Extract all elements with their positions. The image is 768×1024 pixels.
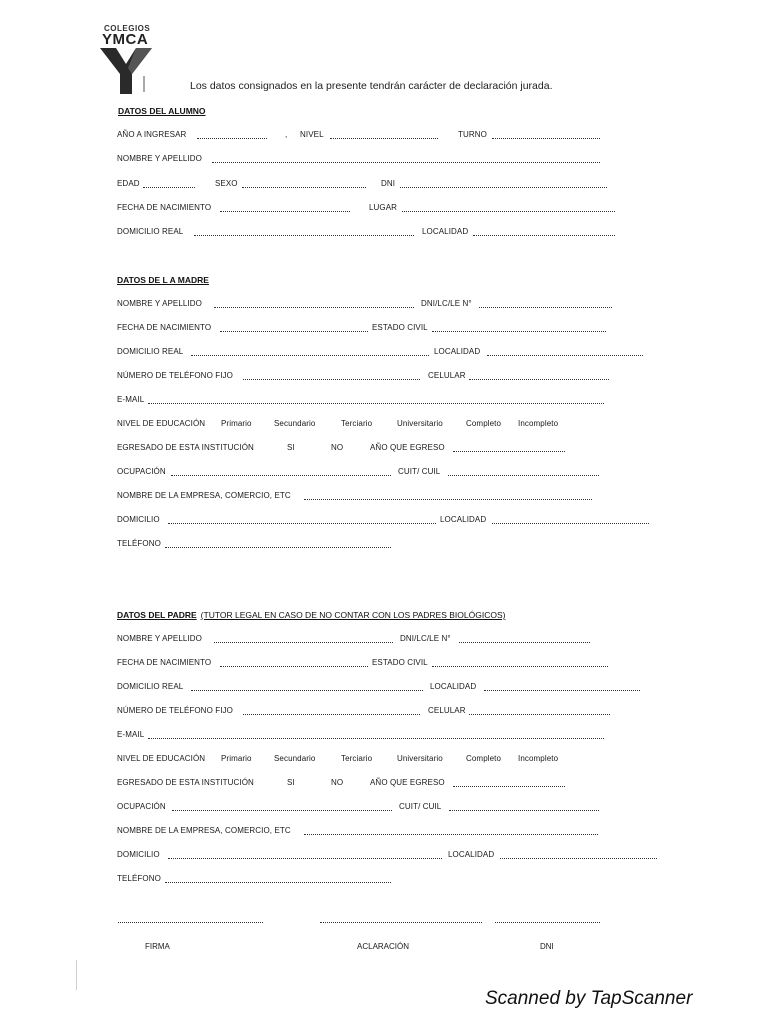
label-edad: EDAD bbox=[117, 179, 140, 188]
row-padre-domicilio2 bbox=[0, 848, 768, 862]
field-madre-cuit[interactable] bbox=[448, 465, 599, 476]
label-madre-celular: CELULAR bbox=[428, 371, 466, 380]
row-padre-egresado bbox=[0, 776, 768, 790]
label-madre-fecha: FECHA DE NACIMIENTO bbox=[117, 323, 212, 332]
field-padre-telefono-fijo[interactable] bbox=[243, 704, 420, 715]
scanner-watermark: Scanned by TapScanner bbox=[485, 988, 693, 1009]
field-lugar[interactable] bbox=[402, 201, 615, 212]
label-lugar: LUGAR bbox=[369, 203, 398, 212]
label-ano-a-ingresar: AÑO A INGRESAR bbox=[117, 130, 187, 139]
field-localidad[interactable] bbox=[473, 225, 615, 236]
label-madre-telefono: TELÉFONO bbox=[117, 539, 161, 548]
label-padre-domicilio: DOMICILIO bbox=[117, 850, 160, 859]
field-nivel[interactable] bbox=[330, 128, 438, 139]
label-madre-dni: DNI/LC/LE N° bbox=[421, 299, 472, 308]
field-padre-cuit[interactable] bbox=[449, 800, 599, 811]
row-madre-educacion bbox=[0, 417, 768, 431]
label-madre-telefono-fijo: NÚMERO DE TELÉFONO FIJO bbox=[117, 371, 233, 380]
label-sexo: SEXO bbox=[215, 179, 238, 188]
declaration-text: Los datos consignados en la presente tendrán carácter de declaración jurada. bbox=[190, 80, 553, 92]
field-padre-nombre[interactable] bbox=[214, 632, 393, 643]
scan-edge-mark bbox=[76, 960, 77, 990]
label-padre-nivel-educacion: NIVEL DE EDUCACIÓN bbox=[117, 754, 206, 763]
label-madre-empresa: NOMBRE DE LA EMPRESA, COMERCIO, ETC bbox=[117, 491, 291, 500]
label-nivel: NIVEL bbox=[300, 130, 324, 139]
signature-line-aclaracion[interactable] bbox=[320, 922, 482, 923]
field-madre-estado-civil[interactable] bbox=[432, 321, 606, 332]
label-madre-email: E-MAIL bbox=[117, 395, 145, 404]
row-padre-fecha bbox=[0, 656, 768, 670]
option-madre-terciario[interactable]: Terciario bbox=[341, 419, 373, 428]
field-padre-localidad2[interactable] bbox=[500, 848, 657, 859]
row-alumno-fecha bbox=[0, 201, 768, 215]
field-padre-estado-civil[interactable] bbox=[432, 656, 608, 667]
field-padre-empresa[interactable] bbox=[304, 824, 598, 835]
heading-alumno: DATOS DEL ALUMNO bbox=[118, 106, 206, 116]
label-padre-email: E-MAIL bbox=[117, 730, 145, 739]
field-domicilio-real[interactable] bbox=[194, 225, 414, 236]
label-padre-nombre: NOMBRE Y APELLIDO bbox=[117, 634, 202, 643]
label-madre-estado-civil: ESTADO CIVIL bbox=[372, 323, 428, 332]
row-alumno-nombre bbox=[0, 152, 768, 166]
option-padre-universitario[interactable]: Universitario bbox=[397, 754, 443, 763]
field-edad[interactable] bbox=[143, 177, 195, 188]
field-fecha-nacimiento[interactable] bbox=[220, 201, 350, 212]
heading-madre: DATOS DE L A MADRE bbox=[117, 275, 209, 285]
row-madre-domicilio bbox=[0, 345, 768, 359]
row-padre-ocupacion bbox=[0, 800, 768, 814]
ymca-logo bbox=[100, 24, 162, 94]
label-madre-cuit: CUIT/ CUIL bbox=[398, 467, 441, 476]
label-madre-domicilio-real: DOMICILIO REAL bbox=[117, 347, 184, 356]
field-madre-empresa[interactable] bbox=[304, 489, 592, 500]
field-madre-domicilio[interactable] bbox=[168, 513, 436, 524]
label-madre-ocupacion: OCUPACIÓN bbox=[117, 467, 166, 476]
row-madre-fecha bbox=[0, 321, 768, 335]
row-padre-telefono bbox=[0, 704, 768, 718]
option-padre-completo[interactable]: Completo bbox=[466, 754, 502, 763]
label-padre-egresado: EGRESADO DE ESTA INSTITUCIÓN bbox=[117, 778, 254, 787]
label-padre-estado-civil: ESTADO CIVIL bbox=[372, 658, 428, 667]
field-padre-localidad[interactable] bbox=[484, 680, 640, 691]
label-madre-localidad: LOCALIDAD bbox=[434, 347, 481, 356]
row-padre-telefono2 bbox=[0, 872, 768, 886]
signature-line-firma[interactable] bbox=[118, 922, 263, 923]
field-padre-ano-egreso[interactable] bbox=[453, 776, 565, 787]
signature-line-dni[interactable] bbox=[495, 922, 600, 923]
field-padre-fecha[interactable] bbox=[220, 656, 368, 667]
row-padre-domicilio bbox=[0, 680, 768, 694]
row-alumno-edad bbox=[0, 177, 768, 191]
option-madre-completo[interactable]: Completo bbox=[466, 419, 502, 428]
option-madre-primario[interactable]: Primario bbox=[221, 419, 252, 428]
label-madre-localidad2: LOCALIDAD bbox=[440, 515, 487, 524]
field-madre-email[interactable] bbox=[148, 393, 604, 404]
option-padre-no[interactable]: NO bbox=[331, 778, 344, 787]
label-localidad: LOCALIDAD bbox=[422, 227, 469, 236]
option-madre-si[interactable]: SI bbox=[287, 443, 295, 452]
row-madre-egresado bbox=[0, 441, 768, 455]
label-padre-ano-egreso: AÑO QUE EGRESO bbox=[370, 778, 445, 787]
label-comma: , bbox=[285, 130, 288, 139]
heading-padre bbox=[117, 610, 505, 620]
label-padre-domicilio-real: DOMICILIO REAL bbox=[117, 682, 184, 691]
row-madre-domicilio2 bbox=[0, 513, 768, 527]
field-madre-telefono-fijo[interactable] bbox=[243, 369, 420, 380]
label-padre-localidad: LOCALIDAD bbox=[430, 682, 477, 691]
label-turno: TURNO bbox=[458, 130, 487, 139]
field-sexo[interactable] bbox=[242, 177, 366, 188]
field-padre-telefono[interactable] bbox=[165, 872, 391, 883]
field-madre-ocupacion[interactable] bbox=[171, 465, 391, 476]
option-madre-incompleto[interactable]: Incompleto bbox=[518, 419, 559, 428]
field-madre-telefono[interactable] bbox=[165, 537, 391, 548]
row-madre-empresa bbox=[0, 489, 768, 503]
row-padre-nombre bbox=[0, 632, 768, 646]
label-fecha-nacimiento: FECHA DE NACIMIENTO bbox=[117, 203, 212, 212]
field-padre-ocupacion[interactable] bbox=[172, 800, 392, 811]
label-padre-cuit: CUIT/ CUIL bbox=[399, 802, 442, 811]
label-nombre-apellido: NOMBRE Y APELLIDO bbox=[117, 154, 202, 163]
field-padre-domicilio-real[interactable] bbox=[191, 680, 423, 691]
label-madre-nombre: NOMBRE Y APELLIDO bbox=[117, 299, 202, 308]
label-firma-dni: DNI bbox=[540, 942, 554, 951]
field-ano-a-ingresar[interactable] bbox=[197, 128, 267, 139]
row-madre-telefono bbox=[0, 369, 768, 383]
row-padre-educacion bbox=[0, 752, 768, 766]
logo-text-ymca: YMCA bbox=[102, 31, 149, 48]
field-madre-ano-egreso[interactable] bbox=[453, 441, 565, 452]
option-padre-incompleto[interactable]: Incompleto bbox=[518, 754, 559, 763]
option-padre-si[interactable]: SI bbox=[287, 778, 295, 787]
row-madre-email bbox=[0, 393, 768, 407]
label-dni: DNI bbox=[381, 179, 396, 188]
option-padre-terciario[interactable]: Terciario bbox=[341, 754, 373, 763]
field-dni[interactable] bbox=[400, 177, 607, 188]
label-madre-egresado: EGRESADO DE ESTA INSTITUCIÓN bbox=[117, 443, 254, 452]
label-padre-telefono: TELÉFONO bbox=[117, 874, 161, 883]
label-madre-ano-egreso: AÑO QUE EGRESO bbox=[370, 443, 445, 452]
label-madre-domicilio: DOMICILIO bbox=[117, 515, 160, 524]
label-padre-empresa: NOMBRE DE LA EMPRESA, COMERCIO, ETC bbox=[117, 826, 291, 835]
row-madre-telefono2 bbox=[0, 537, 768, 551]
field-madre-localidad2[interactable] bbox=[492, 513, 649, 524]
option-madre-no[interactable]: NO bbox=[331, 443, 344, 452]
label-padre-localidad2: LOCALIDAD bbox=[448, 850, 495, 859]
label-padre-celular: CELULAR bbox=[428, 706, 466, 715]
label-madre-nivel-educacion: NIVEL DE EDUCACIÓN bbox=[117, 419, 206, 428]
heading-padre-title: DATOS DEL PADRE bbox=[117, 610, 197, 620]
row-alumno-domicilio bbox=[0, 225, 768, 239]
heading-padre-note: (TUTOR LEGAL EN CASO DE NO CONTAR CON LOS PADRES BIOLÓGICOS) bbox=[200, 610, 506, 620]
field-madre-dni[interactable] bbox=[479, 297, 612, 308]
logo-text-colegios: COLEGIOS bbox=[104, 24, 151, 33]
label-padre-ocupacion: OCUPACIÓN bbox=[117, 802, 166, 811]
field-turno[interactable] bbox=[492, 128, 600, 139]
field-padre-domicilio[interactable] bbox=[168, 848, 442, 859]
label-firma: FIRMA bbox=[145, 942, 170, 951]
field-madre-nombre[interactable] bbox=[214, 297, 414, 308]
label-domicilio-real: DOMICILIO REAL bbox=[117, 227, 184, 236]
label-padre-dni: DNI/LC/LE N° bbox=[400, 634, 451, 643]
row-madre-nombre bbox=[0, 297, 768, 311]
option-padre-secundario[interactable]: Secundario bbox=[274, 754, 316, 763]
option-madre-universitario[interactable]: Universitario bbox=[397, 419, 443, 428]
field-madre-domicilio-real[interactable] bbox=[191, 345, 429, 356]
field-padre-celular[interactable] bbox=[469, 704, 610, 715]
label-aclaracion: ACLARACIÓN bbox=[357, 942, 410, 951]
row-alumno-ano bbox=[0, 128, 768, 142]
row-padre-email bbox=[0, 728, 768, 742]
option-padre-primario[interactable]: Primario bbox=[221, 754, 252, 763]
field-madre-fecha[interactable] bbox=[220, 321, 368, 332]
label-padre-telefono-fijo: NÚMERO DE TELÉFONO FIJO bbox=[117, 706, 233, 715]
ymca-y-logo-icon bbox=[100, 48, 158, 94]
row-madre-ocupacion bbox=[0, 465, 768, 479]
row-padre-empresa bbox=[0, 824, 768, 838]
label-padre-fecha: FECHA DE NACIMIENTO bbox=[117, 658, 212, 667]
field-nombre-apellido[interactable] bbox=[212, 152, 600, 163]
option-madre-secundario[interactable]: Secundario bbox=[274, 419, 316, 428]
field-madre-localidad[interactable] bbox=[487, 345, 643, 356]
field-madre-celular[interactable] bbox=[469, 369, 609, 380]
field-padre-email[interactable] bbox=[148, 728, 604, 739]
field-padre-dni[interactable] bbox=[459, 632, 590, 643]
